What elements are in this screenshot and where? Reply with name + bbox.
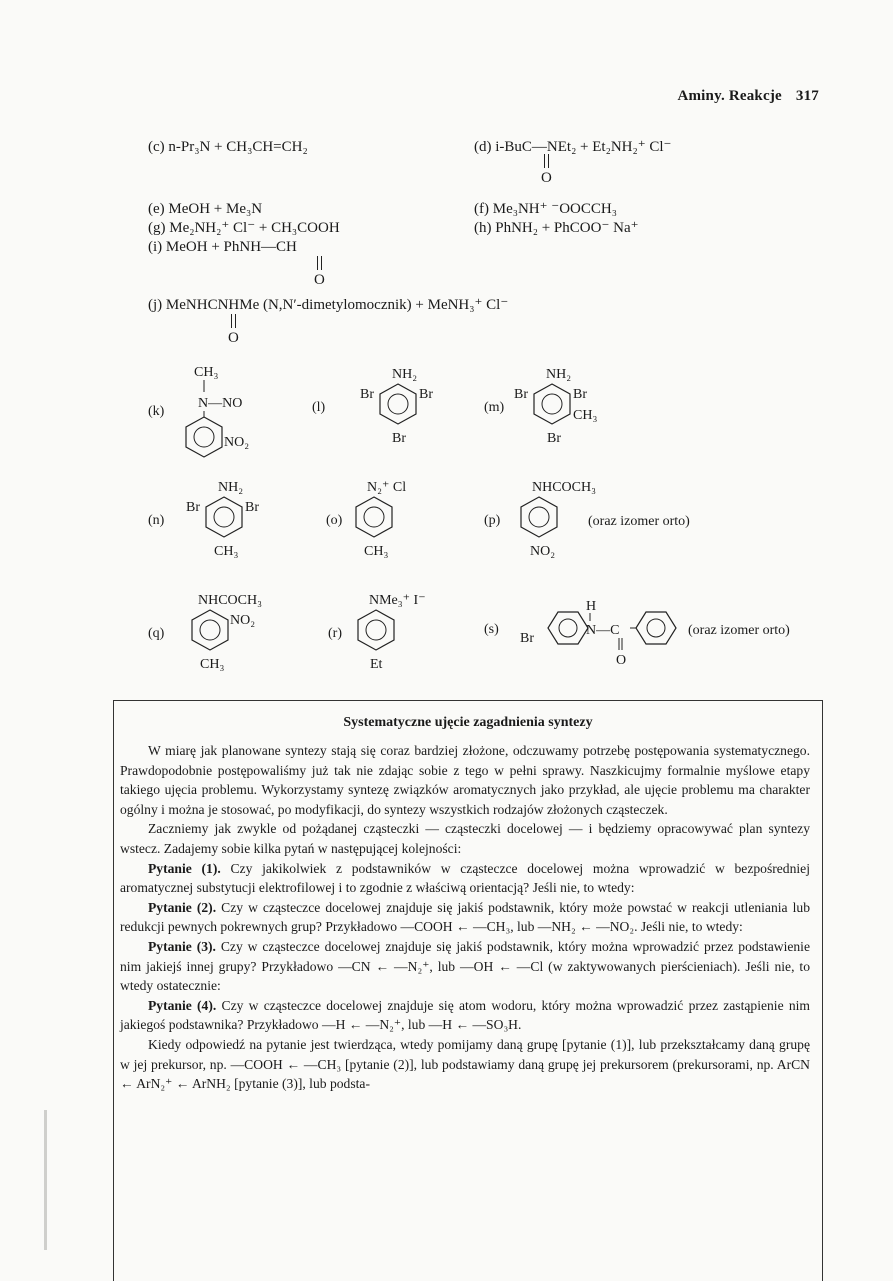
p-nhcoch3: NHCOCH₃	[532, 480, 596, 495]
m-br-left: Br	[514, 387, 528, 402]
structure-s	[484, 588, 844, 688]
q4-text: Czy w cząsteczce docelowej znajduje się atom wodoru, który można wprowadzić przez zastąpienie nim jakiegoś podstawnika? Przykładowo —H ← —N₂⁺, lub —H ← —SO₃H.	[120, 997, 810, 1033]
m-br-right: Br	[573, 387, 587, 402]
m-br-bottom: Br	[547, 431, 561, 446]
structure-q	[148, 588, 298, 688]
n-br-right: Br	[245, 500, 259, 515]
k-ring	[186, 417, 222, 457]
n-ring	[206, 497, 242, 537]
structure-p	[484, 475, 744, 575]
q-nhcoch3: NHCOCH₃	[198, 593, 262, 608]
k-no2: NO₂	[224, 435, 250, 450]
double-bond-d	[544, 154, 549, 168]
o-n2cl: N₂⁺ Cl	[367, 480, 407, 495]
k-ch3: CH₃	[194, 365, 219, 380]
reaction-j-oxygen: O	[228, 330, 239, 346]
s-ring-1	[548, 612, 588, 644]
reaction-h: (h) PhNH₂ + PhCOO⁻ Na⁺	[474, 220, 639, 236]
q1-text: Czy jakikolwiek z podstawników w cząsteczce docelowej można wprowadzić w bezpośredniej aromatycznej substytucji elektrofilowej i to zgodnie z właściwą orientacją? Jeśli nie, to wtedy:	[120, 860, 810, 896]
q3-text: Czy w cząsteczce docelowej znajduje się jakiś podstawnik, który można wprowadzić przez podstawienie nim jakiejś innej grupy? Przykładowo —CN ← —N₂⁺, lub —OH ← —Cl (w zaktywowanych pierścieniach). Jeśli nie, to wtedy ostatecznie:	[120, 938, 810, 994]
l-aromatic-circle	[388, 394, 408, 414]
structure-m-drawing	[484, 362, 644, 462]
reaction-j: (j) MeNHCNHMe (N,N′-dimetylomocznik) + MeNH₃⁺ Cl⁻	[148, 297, 509, 313]
p-no2: NO₂	[530, 544, 556, 559]
box-paragraph-2: Zaczniemy jak zwykle od pożądanej cząsteczki — cząsteczki docelowej — i będziemy opracowywać plan syntezy wstecz. Zadajemy sobie kilka pytań w następującej kolejności:	[120, 821, 810, 856]
p-ring	[521, 497, 557, 537]
o-aromatic-circle	[364, 507, 384, 527]
running-header	[677, 88, 819, 105]
o-ch3: CH₃	[364, 544, 389, 559]
q-no2: NO₂	[230, 613, 256, 628]
structure-r	[328, 588, 448, 688]
r-et: Et	[370, 657, 383, 672]
synthesis-box	[113, 700, 823, 1281]
reaction-d-oxygen: O	[541, 170, 552, 186]
q1-label: Pytanie (1).	[148, 860, 221, 876]
reaction-i-oxygen: O	[314, 272, 325, 288]
m-nh2: NH₂	[546, 367, 572, 382]
s-h: H	[586, 599, 597, 614]
s-o: O	[616, 653, 627, 668]
page-number: 317	[795, 88, 819, 104]
r-nme3i: NMe₃⁺ I⁻	[369, 593, 426, 608]
label-l: (l)	[312, 400, 326, 415]
double-bond-j	[231, 314, 236, 328]
structure-p-drawing	[484, 475, 744, 575]
n-nh2: NH₂	[218, 480, 244, 495]
structure-k-drawing	[148, 362, 268, 462]
s-note: (oraz izomer orto)	[688, 623, 790, 638]
o-ring	[356, 497, 392, 537]
l-br-left: Br	[360, 387, 374, 402]
reaction-d: (d) i-BuC—NEt₂ + Et₂NH₂⁺ Cl⁻	[474, 139, 672, 155]
structure-n-drawing	[148, 475, 288, 575]
m-ring	[534, 384, 570, 424]
box-paragraph-3: Kiedy odpowiedź na pytanie jest twierdząca, wtedy pomijamy daną grupę [pytanie (1)], lub przekształcamy daną grupę w jej prekursor, np. —COOH ← —CH₃ [pytanie (2)], lub podstawiamy daną grupę jej prekursorem (prekursorami, np. ArCN ← ArN₂⁺ ← ArNH₂ [pytanie (3)], lub podsta-	[120, 1036, 810, 1092]
q-aromatic-circle	[200, 620, 220, 640]
l-nh2: NH₂	[392, 367, 418, 382]
p-aromatic-circle	[529, 507, 549, 527]
page-edge-shadow	[44, 1110, 47, 1250]
n-aromatic-circle	[214, 507, 234, 527]
s-ring-2	[636, 612, 676, 644]
label-p: (p)	[484, 513, 501, 528]
label-m: (m)	[484, 400, 505, 415]
r-ring	[358, 610, 394, 650]
structure-k	[148, 362, 268, 462]
box-body	[120, 741, 810, 1094]
s-n-c: N—C	[586, 623, 620, 638]
reaction-f: (f) Me₃NH⁺ ⁻OOCCH₃	[474, 201, 617, 217]
structure-q-drawing	[148, 588, 298, 688]
p-note: (oraz izomer orto)	[588, 514, 690, 529]
n-ch3: CH₃	[214, 544, 239, 559]
structure-o-drawing	[326, 475, 446, 575]
s-aromatic-circle-1	[559, 619, 577, 637]
k-nno: N—NO	[198, 396, 243, 411]
label-n: (n)	[148, 513, 165, 528]
m-ch3: CH₃	[573, 408, 598, 423]
box-question-3	[120, 937, 810, 996]
m-aromatic-circle	[542, 394, 562, 414]
structure-s-drawing	[484, 588, 844, 688]
label-s: (s)	[484, 622, 499, 637]
l-br-bottom: Br	[392, 431, 406, 446]
l-br-right: Br	[419, 387, 433, 402]
n-br-left: Br	[186, 500, 200, 515]
header-title: Aminy. Reakcje	[677, 88, 782, 104]
double-bond-i	[317, 256, 322, 270]
structure-o	[326, 475, 446, 575]
box-title: Systematyczne ujęcie zagadnienia syntezy	[343, 715, 593, 730]
label-k: (k)	[148, 404, 165, 419]
structure-l-drawing	[312, 362, 462, 462]
q3-label: Pytanie (3).	[148, 938, 216, 954]
box-question-4	[120, 996, 810, 1035]
box-question-1	[120, 859, 810, 898]
reaction-i: (i) MeOH + PhNH—CH	[148, 239, 297, 255]
structure-r-drawing	[328, 588, 448, 688]
q2-label: Pytanie (2).	[148, 899, 217, 915]
reaction-e: (e) MeOH + Me₃N	[148, 201, 263, 217]
s-br: Br	[520, 631, 534, 646]
q2-text: Czy w cząsteczce docelowej znajduje się jakiś podstawnik, który może powstać w reakcji utleniania lub redukcji pewnych pokrewnych grup? Przykładowo —COOH ← —CH₃, lub —NH₂ ← —NO₂. Jeśli nie, to wtedy:	[120, 899, 810, 935]
reaction-g: (g) Me₂NH₂⁺ Cl⁻ + CH₃COOH	[148, 220, 340, 236]
reaction-c: (c) n-Pr₃N + CH₃CH=CH₂	[148, 139, 308, 155]
s-aromatic-circle-2	[647, 619, 665, 637]
structure-n	[148, 475, 288, 575]
k-aromatic-circle	[194, 427, 214, 447]
box-paragraph-1: W miarę jak planowane syntezy stają się coraz bardziej złożone, odczuwamy potrzebę postępowania systematycznego. Prawdopodobnie postępowaliśmy już tak nie zdając sobie z tego w pełni sprawy. Naszkicujmy formalnie myślowe etapy takiego ujęcia problemu. Wykorzystamy syntezę związków aromatycznych jako przykład, ale ujęcie problemu ma charakter ogólny i można je stosować, po modyfikacji, do syntezy wszystkich rodzajów złożonych cząsteczek.	[120, 743, 810, 817]
q-ring	[192, 610, 228, 650]
q4-label: Pytanie (4).	[148, 997, 217, 1013]
r-aromatic-circle	[366, 620, 386, 640]
box-question-2	[120, 898, 810, 937]
q-ch3: CH₃	[200, 657, 225, 672]
label-o: (o)	[326, 513, 343, 528]
structure-m	[484, 362, 644, 462]
l-ring	[380, 384, 416, 424]
label-r: (r)	[328, 626, 342, 641]
structure-l	[312, 362, 462, 462]
label-q: (q)	[148, 626, 165, 641]
